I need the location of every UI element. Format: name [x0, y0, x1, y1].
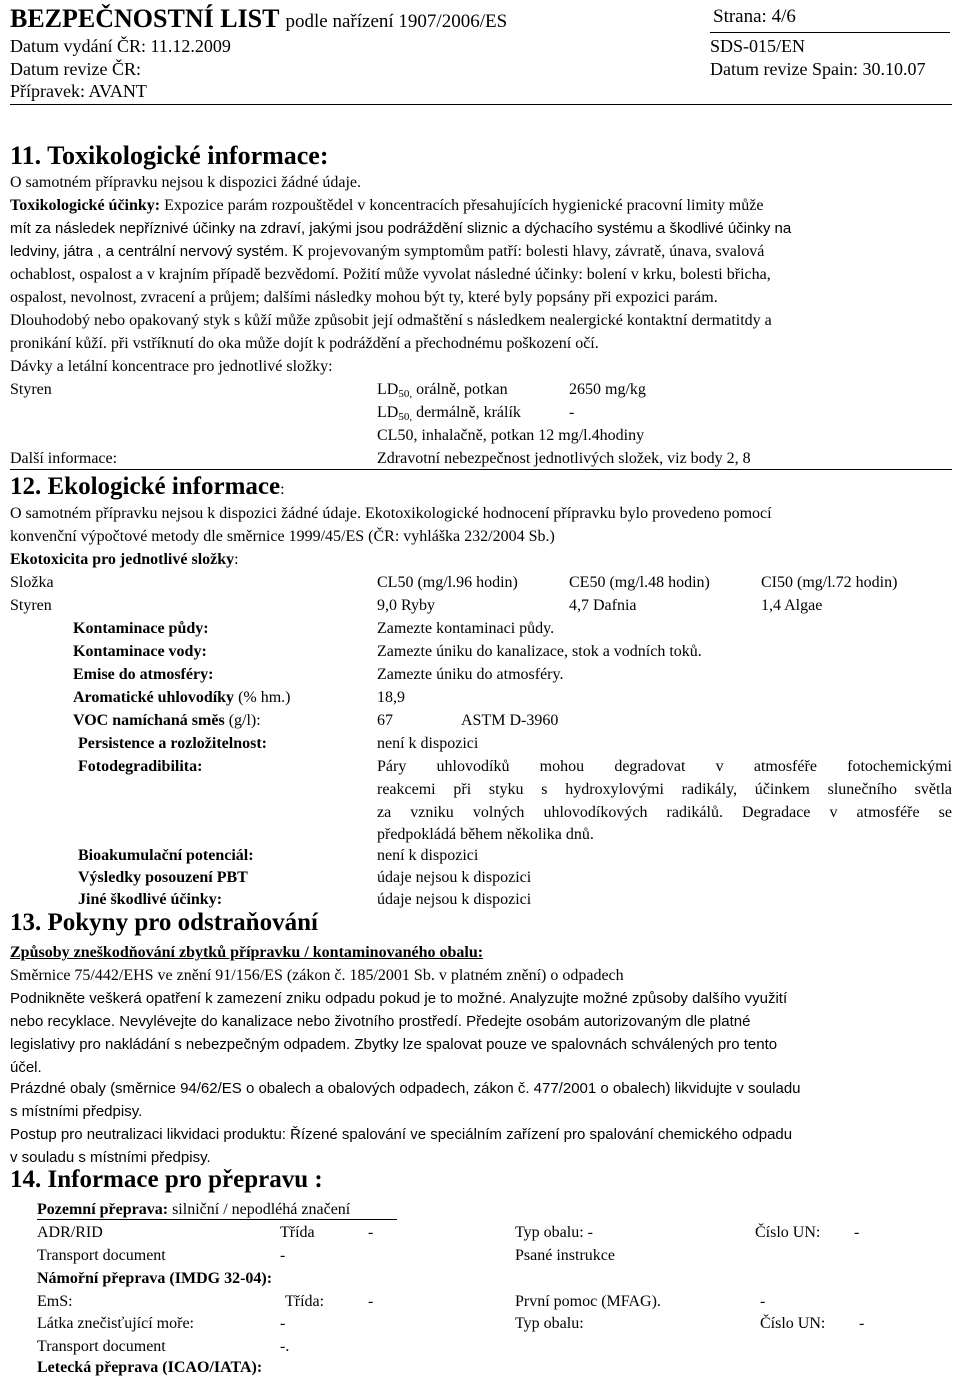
- other-effects-label: Jiné škodlivé účinky:: [78, 891, 223, 908]
- cl50-inhal: CL50, inhalačně, potkan 12 mg/l.4hodiny: [377, 427, 645, 444]
- voc-unit: (g/l):: [224, 712, 261, 729]
- s11-effects-line2: mít za následek nepříznivé účinky na zdraví, jakými jsou podráždění sliznic a dýchacího systému a škodlivé účinky na: [10, 220, 792, 237]
- road-text: silniční / nepodléhá značení: [168, 1201, 351, 1218]
- ems-class-label: Třída:: [285, 1293, 325, 1310]
- further-info-label: Další informace:: [10, 450, 118, 467]
- s11-effects-line6: Dlouhodobý nebo opakovaný styk s kůží může způsobit její odmaštění s následkem nealergické kontaktní dermatitdy a: [10, 312, 772, 329]
- adr-class-value: -: [368, 1224, 374, 1241]
- photodegradation-text: [377, 756, 952, 847]
- component-styren: Styren: [10, 381, 52, 398]
- voc-method: ASTM D-3960: [461, 712, 559, 729]
- ecotox-header-col2: CL50 (mg/l.96 hodin): [377, 574, 518, 591]
- soil-value: Zamezte kontaminaci půdy.: [377, 620, 555, 637]
- ld50-dermal: [377, 402, 521, 425]
- photo-line2: reakcemi při styku s hydroxylovými radikály, účinkem slunečního světla: [377, 780, 952, 798]
- s12-para1: O samotném přípravku nejsou k dispozici žádné údaje. Ekotoxikologické hodnocení přípravku bylo provedeno pomocí: [10, 505, 772, 522]
- transport-document-2: Transport document: [37, 1338, 166, 1355]
- header-rule: [710, 32, 950, 33]
- disposal-p3-l2: v souladu s místními předpisy.: [10, 1149, 211, 1166]
- effects-line3a: ledviny, játra , a centrální nervový systém.: [10, 243, 289, 260]
- ecotox-title-text: Ekotoxicita pro jednotlivé složky: [10, 551, 235, 568]
- ecotox-title: [10, 549, 239, 572]
- air-emission-label: Emise do atmosféry:: [73, 666, 214, 683]
- persistence-value: není k dispozici: [377, 735, 479, 752]
- voc-label: [73, 710, 261, 733]
- product-name: Přípravek: AVANT: [10, 81, 147, 101]
- first-aid-label: První pomoc (MFAG).: [515, 1293, 661, 1310]
- air-emission-value: Zamezte úniku do atmosféry.: [377, 666, 564, 683]
- disposal-methods-title: Způsoby zneškodňování zbytků přípravku / kontaminovaného obalu:: [10, 944, 484, 961]
- doses-title: Dávky a letální koncentrace pro jednotlivé složky:: [10, 358, 333, 375]
- adr-un-value: -: [854, 1224, 860, 1241]
- photo-line1: Páry uhlovodíků mohou degradovat v atmosféře fotochemickými: [377, 758, 952, 775]
- s12-para1b: konvenční výpočtové metody dle směrnice 1999/45/ES (ČR: vyhláška 232/2004 Sb.): [10, 528, 555, 545]
- s11-effects-line3: [10, 241, 764, 264]
- road-transport-rule: [37, 1219, 397, 1220]
- aromatic-unit: (% hm.): [234, 689, 291, 706]
- s11-effects-line4: [10, 264, 771, 287]
- pbt-label: Výsledky posouzení PBT: [78, 869, 248, 886]
- s12-heading-colon: :: [280, 481, 285, 498]
- transport-document: Transport document: [37, 1247, 166, 1264]
- adr-rid: ADR/RID: [37, 1224, 103, 1241]
- title-text: BEZPEČNOSTNÍ LIST: [10, 4, 280, 33]
- ld-derm-b: dermálně, králík: [412, 404, 521, 421]
- document-title: [10, 4, 507, 34]
- pbt-value: údaje nejsou k dispozici: [377, 869, 532, 886]
- ecotox-row-col2: 9,0 Ryby: [377, 597, 436, 614]
- s11-effects-line1: [10, 195, 763, 218]
- sea-un-label: Číslo UN:: [760, 1315, 826, 1332]
- header-bottom-rule: [10, 104, 952, 105]
- section-13-heading: 13. Pokyny pro odstraňování: [10, 909, 318, 936]
- regulation-text: podle nařízení 1907/2006/ES: [285, 11, 508, 32]
- photo-line4: předpokládá během několika dnů.: [377, 826, 594, 844]
- adr-class-label: Třída: [280, 1224, 315, 1241]
- s11-bottom-rule: [10, 469, 952, 470]
- marine-pollutant-value: -: [280, 1315, 286, 1332]
- sds-code: SDS-015/EN: [710, 36, 806, 56]
- voc-value: 67: [377, 712, 393, 729]
- disposal-p1-l1: Podnikněte veškerá opatření k zamezení zniku odpadu pokud je to možné. Analyzujte možné způsoby dalšího využití: [10, 990, 788, 1007]
- adr-packaging: Typ obalu: -: [515, 1224, 593, 1241]
- ld-derm-a: LD: [377, 404, 399, 421]
- ems-label: EmS:: [37, 1293, 73, 1310]
- effects-line3b: K projevovaným symptomům patří: bolesti hlavy, závratě, únava, svalová: [288, 243, 765, 260]
- transport-document-2-value: -.: [280, 1338, 290, 1355]
- sea-un-value: -: [859, 1315, 865, 1332]
- photodegradation-label: Fotodegradibilita:: [78, 758, 203, 775]
- bioaccumulation-label: Bioakumulační potenciál:: [78, 847, 254, 864]
- photo-line3: za vzniku volných uhlovodíkových radikálů. Degradace v atmosféře se: [377, 803, 952, 821]
- s11-effects-line7: pronikání kůží. při vstříknutí do oka může dojít k podráždění a přechodnému poškození očí.: [10, 335, 599, 352]
- ld50-dermal-value: -: [569, 404, 575, 421]
- ecotox-row-col4: 1,4 Algae: [761, 597, 823, 614]
- disposal-directive: Směrnice 75/442/EHS ve znění 91/156/ES (zákon č. 185/2001 Sb. v platném znění) o odpadech: [10, 967, 624, 984]
- sea-packaging-label: Typ obalu:: [515, 1315, 584, 1332]
- ems-class-value: -: [368, 1293, 374, 1310]
- section-12-heading: [10, 473, 285, 501]
- page-number: Strana: 4/6: [713, 6, 796, 27]
- ld50-oral-value: 2650 mg/kg: [569, 381, 646, 398]
- further-info-text: Zdravotní nebezpečnost jednotlivých složek, viz body 2, 8: [377, 450, 751, 467]
- voc-label-text: VOC namíchaná směs: [73, 712, 225, 729]
- first-aid-value: -: [760, 1293, 766, 1310]
- written-instructions: Psané instrukce: [515, 1247, 615, 1264]
- s12-heading-text: 12. Ekologické informace: [10, 473, 281, 500]
- ld-derm-sub: 50,: [398, 411, 413, 423]
- section-14-heading: 14. Informace pro přepravu :: [10, 1166, 323, 1193]
- ld50-oral: [377, 379, 508, 402]
- disposal-p1-l3: legislativy pro nakládání s nebezpečným odpadem. Zbytky lze spalovat pouze ve spalovnách schválených pro tento: [10, 1036, 778, 1053]
- disposal-p1-l2: nebo recyklace. Nevylévejte do kanalizace nebo životního prostředí. Předejte osobám autorizovaným dle platné: [10, 1013, 751, 1030]
- transport-document-value: -: [280, 1247, 286, 1264]
- disposal-p1-l4: účel.: [10, 1059, 42, 1076]
- ecotox-row-col1: Styren: [10, 597, 52, 614]
- effects-label: Toxikologické účinky:: [10, 197, 161, 214]
- sea-transport-label: Námořní přeprava (IMDG 32-04):: [37, 1270, 273, 1287]
- ecotox-header-col3: CE50 (mg/l.48 hodin): [569, 574, 710, 591]
- revision-date-cr: Datum revize ČR:: [10, 59, 141, 79]
- adr-un-label: Číslo UN:: [755, 1224, 821, 1241]
- persistence-label: Persistence a rozložitelnost:: [78, 735, 267, 752]
- effects-text: Expozice parám rozpouštědel v koncentracích přesahujících hygienické pracovní limity může: [160, 197, 764, 214]
- s11-effects-line5: ospalost, nevolnost, zvracení a průjem; dalšími následky mohou být ty, které byly popsány při expozici parám.: [10, 289, 718, 306]
- aromatic-value: 18,9: [377, 689, 405, 706]
- effects-line4b: Požití může vyvolat následné účinky: bolení v krku, bolesti břicha,: [338, 266, 771, 283]
- section-11-heading: 11. Toxikologické informace:: [10, 141, 329, 170]
- disposal-p3-l1: Postup pro neutralizaci likvidaci produktu: Řízené spalování ve speciálním zařízení pro spalování chemického odpadu: [10, 1126, 793, 1143]
- ecotox-header-col4: CI50 (mg/l.72 hodin): [761, 574, 898, 591]
- air-transport-label: Letecká přeprava (ICAO/IATA):: [37, 1359, 263, 1376]
- effects-line4: ochablost, ospalost a v krajním případě bezvědomí.: [10, 266, 339, 283]
- bioaccumulation-value: není k dispozici: [377, 847, 479, 864]
- issue-date: Datum vydání ČR: 11.12.2009: [10, 36, 231, 56]
- other-effects-value: údaje nejsou k dispozici: [377, 891, 532, 908]
- revision-date-spain: Datum revize Spain: 30.10.07: [710, 59, 926, 79]
- disposal-p2-l2: s místními předpisy.: [10, 1103, 143, 1120]
- ld-oral-b: orálně, potkan: [412, 381, 508, 398]
- ecotox-colon: :: [234, 551, 239, 568]
- soil-label: Kontaminace půdy:: [73, 620, 209, 637]
- aromatic-label: [73, 687, 291, 710]
- s11-intro: O samotném přípravku nejsou k dispozici žádné údaje.: [10, 174, 362, 191]
- aromatic-label-text: Aromatické uhlovodíky: [73, 689, 235, 706]
- ecotox-header-col1: Složka: [10, 574, 54, 591]
- water-value: Zamezte úniku do kanalizace, stok a vodních toků.: [377, 643, 702, 660]
- marine-pollutant-label: Látka znečisťující moře:: [37, 1315, 194, 1332]
- water-label: Kontaminace vody:: [73, 643, 207, 660]
- ld-oral-a: LD: [377, 381, 399, 398]
- road-label: Pozemní přeprava:: [37, 1201, 169, 1218]
- disposal-p2-l1: Prázdné obaly (směrnice 94/62/ES o obalech a obalových odpadech, zákon č. 477/2001 o obalech) likvidujte v souladu: [10, 1080, 801, 1097]
- ld-oral-sub: 50,: [398, 388, 413, 400]
- ecotox-row-col3: 4,7 Dafnia: [569, 597, 637, 614]
